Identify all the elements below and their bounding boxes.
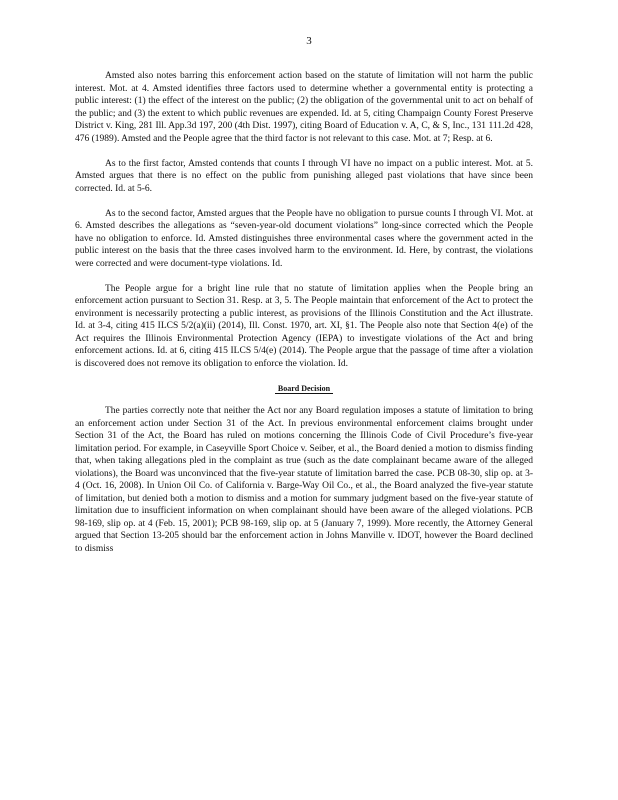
paragraph-public-interest: Amsted also notes barring this enforcement action based on the statute of limitation will not harm the public interest. Mot. at 4. Amsted identifies three factors used to determine whether a governmental entity is protecting a public interest: (1) the effect of the interest on the public; (2) the obligation of the governmental unit to act on behalf of the public; and (3) the extent to which public revenues are expended. Id. at 5, citing Champaign County Forest Preserve District v. King, 281 Ill. App.3d 197, 200 (4th Dist. 1997), citing Board of Education v. A, C, & S, Inc., 131 111.2d 428, 476 (1989). Amsted and the People agree that the third factor is not relevant to this case. Mot. at 7; Resp. at 6. [75, 71, 533, 144]
paragraph-first-factor: As to the first factor, Amsted contends that counts I through VI have no impact on a public interest. Mot. at 5. Amsted argues that there is no effect on the public from punishing alleged past violations that have since been corrected. Id. at 5-6. [75, 158, 533, 194]
paragraph-people-argument: The People argue for a bright line rule that no statute of limitation applies when the People bring an enforcement action pursuant to Section 31. Resp. at 3, 5. The People maintain that enforcement of the Act to protect the environment is necessarily protecting a public interest, as provisions of the Illinois Constitution and the Act illustrate. Id. at 3-4, citing 415 ILCS 5/2(a)(ii) (2014), Ill. Const. 1970, art. XI, §1. The People also note that Section 4(e) of the Act requires the Illinois Environmental Protection Agency (IEPA) to investigate violations of the Act and bring enforcement actions. Id. at 6, citing 415 ILCS 5/4(e) (2014). The People argue that the passage of time after a violation is discovered does not remove its obligation to enforce the violation. Id. [75, 283, 533, 369]
section-heading-text: Board Decision [275, 384, 333, 394]
page-number: 3 [306, 35, 312, 47]
paragraph-second-factor: As to the second factor, Amsted argues that the People have no obligation to pursue counts I through VI. Mot. at 6. Amsted describes the allegations as “seven-year-old document violations” long-since corrected which the People have no obligation to enforce. Id. Amsted distinguishes three environmental cases where the government acted in the public interest on the basis that the three cases involved harm to the environment. Id. Here, by contrast, the violations were corrected and were document-type violations. Id. [75, 208, 533, 269]
section-heading [75, 384, 533, 393]
document-body [75, 70, 533, 555]
paragraph-board-decision: The parties correctly note that neither the Act nor any Board regulation imposes a statute of limitation to bring an enforcement action under Section 31 of the Act. In previous environmental enforcement claims brought under Section 31 of the Act, the Board has ruled on motions concerning the Illinois Code of Civil Procedure’s five-year limitation period. For example, in Caseyville Sport Choice v. Seiber, et al., the Board denied a motion to dismiss finding that, when taking allegations pled in the complaint as true (such as the date complainant became aware of the alleged violations), the Board was unconvinced that the five-year statute of limitation barred the case. PCB 08-30, slip op. at 3-4 (Oct. 16, 2008). In Union Oil Co. of California v. Barge-Way Oil Co., et al., the Board analyzed the five-year statute of limitation, but denied both a motion to dismiss and a motion for summary judgment based on the five-year statute of limitation due to insufficient information on when complainant should have been aware of the alleged violations. PCB 98-169, slip op. at 4 (Feb. 15, 2001); PCB 98-169, slip op. at 5 (January 7, 1999). More recently, the Attorney General argued that Section 13-205 should bar the enforcement action in Johns Manville v. IDOT, however the Board declined to dismiss [75, 406, 533, 554]
